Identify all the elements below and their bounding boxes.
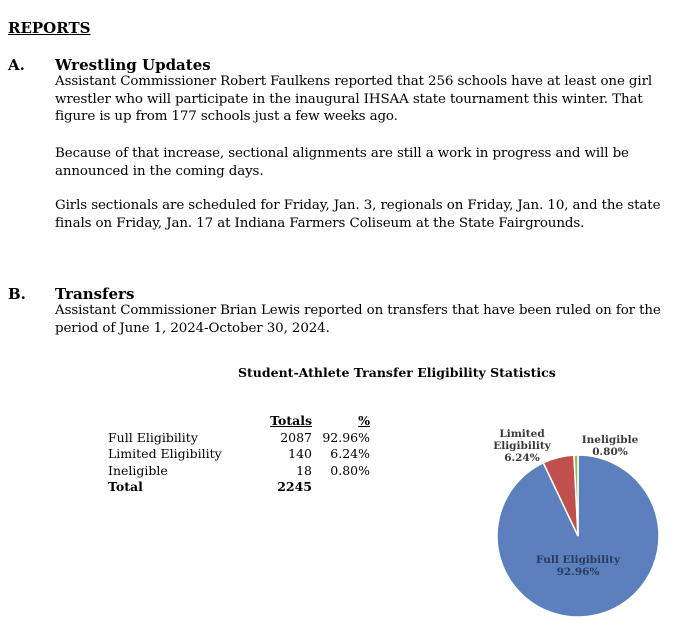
table-row [108,446,370,463]
table-row [108,463,370,480]
row-label: Limited Eligibility [108,446,222,461]
section-b-letter: B. [8,285,26,303]
table-header-label [108,413,262,430]
row-total: 140 [288,446,312,461]
row-total: 18 [296,462,312,478]
eligibility-pie-chart [480,420,680,620]
table-header-row [108,413,370,430]
row-label: Ineligible [108,462,168,478]
eligibility-table [108,413,370,496]
label-limited-eligibility: Limited Eligibility 6.24% [493,428,551,464]
chart-title: Student-Athlete Transfer Eligibility Statistics [238,365,556,380]
section-b-title: Transfers [55,285,135,303]
section-a-paragraph-2: Because of that increase, sectional alignments are still a work in progress and will be announced in the coming days. [55,146,629,179]
section-a-title: Wrestling Updates [55,56,211,74]
section-a-paragraph-1: Assistant Commissioner Robert Faulkens reported that 256 schools have at least one girl wrestler who will participate in the inaugural IHSAA state tournament this winter. That figure is up from 177 schools just a few weeks ago. [55,74,653,125]
label-ineligible: Ineligible 0.80% [581,434,639,458]
total-value: 2245 [277,479,312,494]
table-total-row [108,479,370,496]
row-percent: 92.96% [322,429,370,445]
table-header-percent: % [358,413,370,428]
section-a-paragraph-3: Girls sectionals are scheduled for Friday, Jan. 3, regionals on Friday, Jan. 10, and the state finals on Friday, Jan. 17 at Indiana Farmers Coliseum at the State Fairgrounds. [55,198,661,231]
table-row [108,430,370,447]
row-percent: 0.80% [330,462,370,478]
section-a-letter: A. [8,56,25,74]
row-label: Full Eligibility [108,429,198,445]
row-total: 2087 [280,429,312,445]
reports-heading: REPORTS [8,19,91,37]
row-percent: 6.24% [330,446,370,461]
total-label: Total [108,479,143,494]
section-b-paragraph-1: Assistant Commissioner Brian Lewis reported on transfers that have been ruled on for the period of June 1, 2024-October 30, 2024. [55,303,661,336]
label-full-eligibility: Full Eligibility 92.96% [535,554,621,578]
table-header-totals: Totals [270,413,312,428]
